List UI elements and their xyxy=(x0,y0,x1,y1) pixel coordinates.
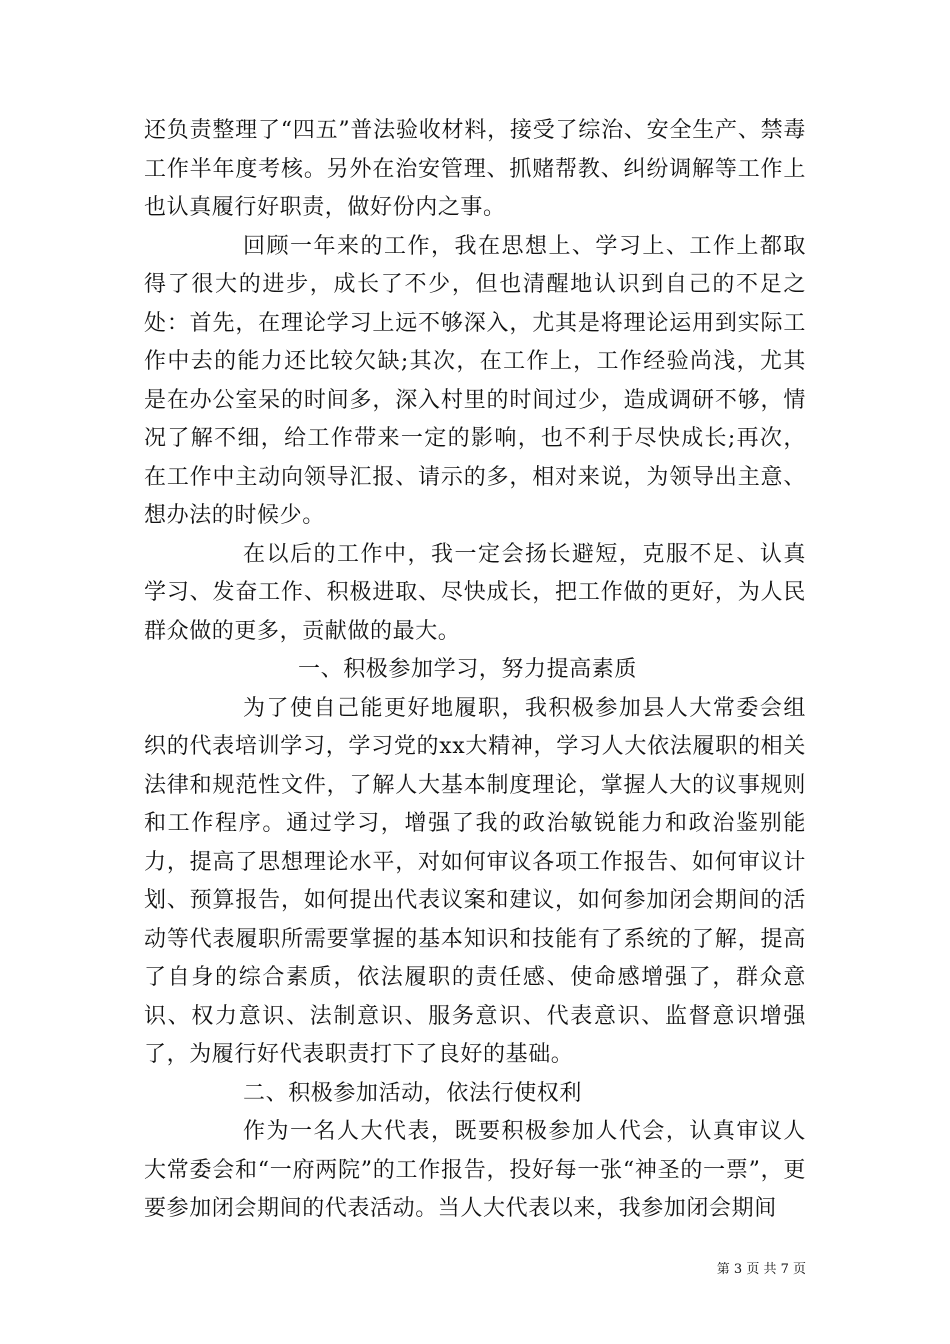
paragraph-future: 在以后的工作中，我一定会扬长避短，克服不足、认真学习、发奋工作、积极进取、尽快成长，把工作做的更好，为人民群众做的更多，贡献做的最大。 xyxy=(144,541,806,644)
paragraph-continued: 还负责整理了“四五”普法验收材料，接受了综治、安全生产、禁毒工作半年度考核。另外在治安管理、抓赌帮教、纠纷调解等工作上也认真履行好职责，做好份内之事。 xyxy=(144,118,806,220)
section-1-paragraph: 为了使自己能更好地履职，我积极参加县人大常委会组织的代表培训学习，学习党的xx大精神，学习人大依法履职的相关法律和规范性文件，了解人大基本制度理论，掌握人大的议事规则和工作程序。通过学习，增强了我的政治敏锐能力和政治鉴别能力，提高了思想理论水平，对如何审议各项工作报告、如何审议计划、预算报告，如何提出代表议案和建议，如何参加闭会期间的活动等代表履职所需要掌握的基本知识和技能有了系统的了解，提高了自身的综合素质，依法履职的责任感、使命感增强了，群众意识、权力意识、法制意识、服务意识、代表意识、监督意识增强了，为履行好代表职责打下了良好的基础。 xyxy=(144,695,806,1067)
section-1-heading: 一、积极参加学习，努力提高素质 xyxy=(298,657,638,682)
page-number: 第 3 页 共 7 页 xyxy=(716,1262,806,1277)
section-2-paragraph: 作为一名人大代表，既要积极参加人代会，认真审议人大常委会和“一府两院”的工作报告，投好每一张“神圣的一票”，更要参加闭会期间的代表活动。当人大代表以来，我参加闭会期间 xyxy=(144,1119,806,1221)
section-2-heading: 二、积极参加活动，依法行使权利 xyxy=(243,1080,583,1106)
document-body xyxy=(144,112,806,1229)
paragraph-review: 回顾一年来的工作，我在思想上、学习上、工作上都取得了很大的进步，成长了不少，但也清醒地认识到自己的不足之处：首先，在理论学习上远不够深入，尤其是将理论运用到实际工作中去的能力还比较欠缺;其次，在工作上，工作经验尚浅，尤其是在办公室呆的时间多，深入村里的时间过少，造成调研不够，情况了解不细，给工作带来一定的影响，也不利于尽快成长;再次，在工作中主动向领导汇报、请示的多，相对来说，为领导出主意、想办法的时候少。 xyxy=(144,233,806,528)
